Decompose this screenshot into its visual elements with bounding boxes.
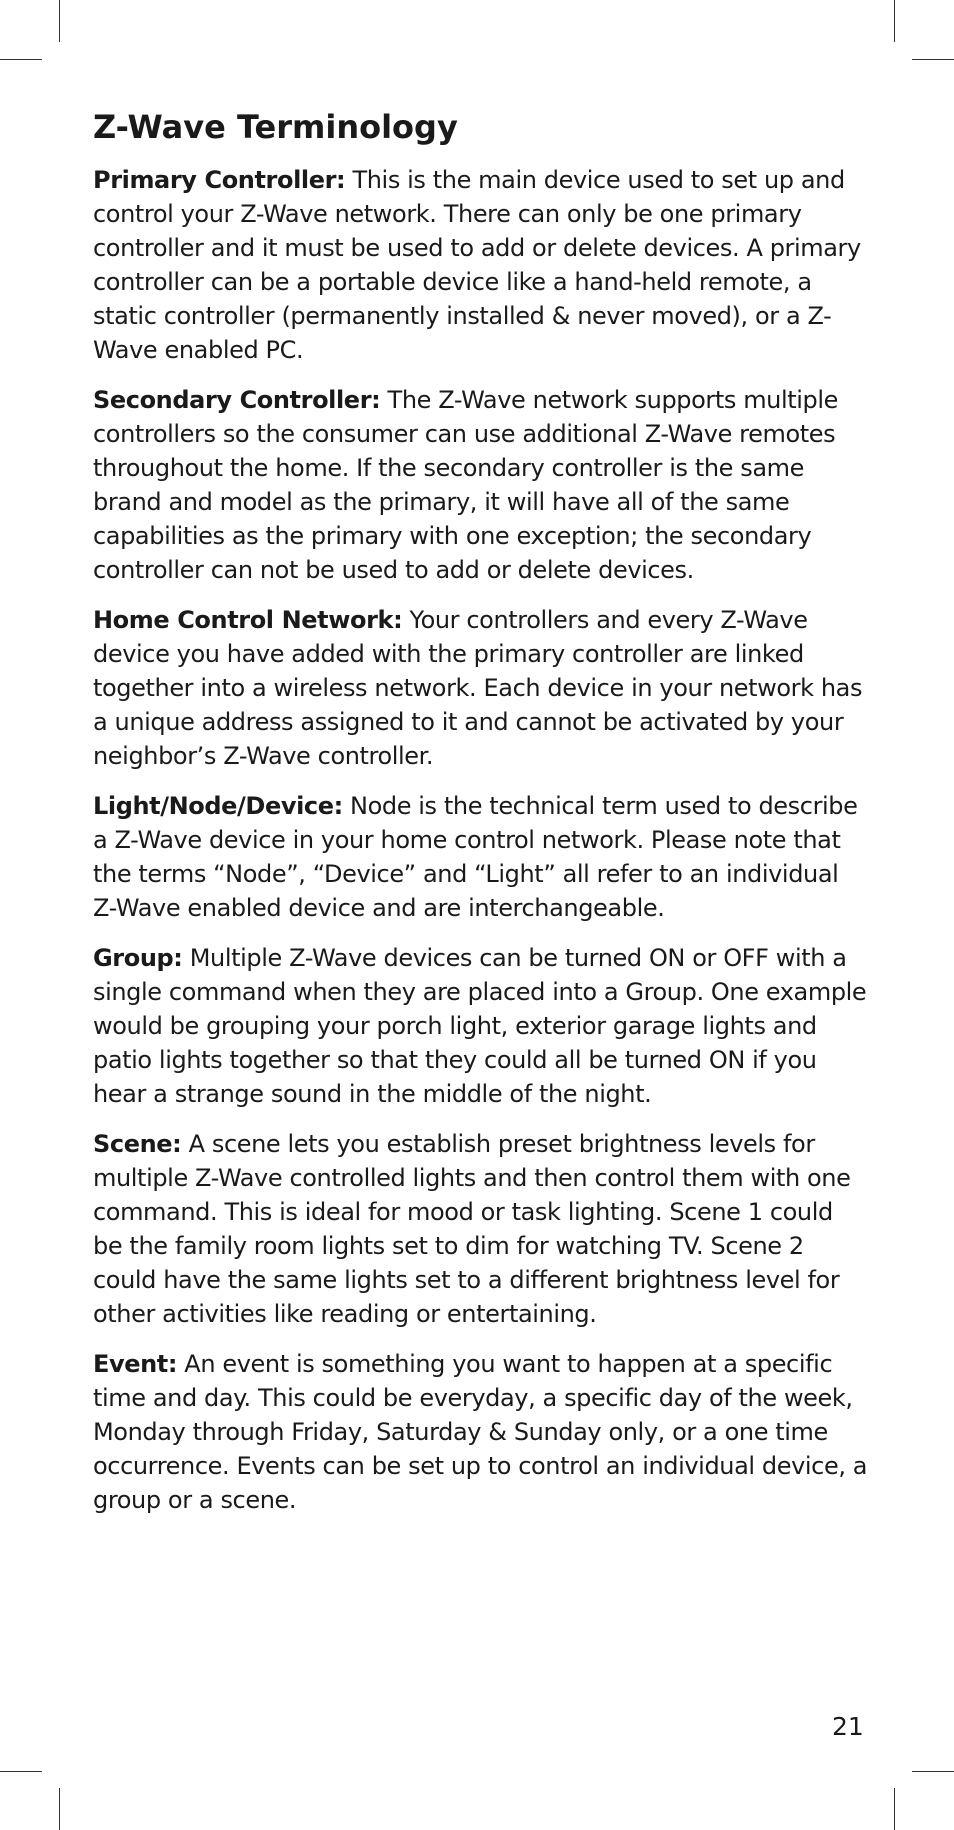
page-title: Z-Wave Terminology <box>93 108 458 146</box>
term-group <box>93 941 868 1111</box>
term-label: Event: <box>93 1350 178 1378</box>
term-light-node-device <box>93 789 868 925</box>
term-definition: Node is the technical term used to describe a Z-Wave device in your home control network. Please note that the terms “Node”, “Device” and “Light” all refer to an individual Z-Wave enabled device and are interchangeable. <box>93 792 858 922</box>
crop-mark <box>0 59 42 60</box>
crop-mark <box>894 1788 895 1830</box>
term-definition: An event is something you want to happen at a specific time and day. This could be everyday, a specific day of the week, Monday through Friday, Saturday & Sunday only, or a one time occurrence. Events can be set up to control an individual device, a group or a scene. <box>93 1350 868 1514</box>
crop-mark <box>59 1788 60 1830</box>
crop-mark <box>912 59 954 60</box>
term-definition: The Z-Wave network supports multiple controllers so the consumer can use additional Z-Wave remotes throughout the home. If the secondary controller is the same brand and model as the primary, it will have all of the same capabilities as the primary with one exception; the secondary controller can not be used to add or delete devices. <box>93 386 839 584</box>
page-content <box>93 105 868 1533</box>
term-definition: This is the main device used to set up and control your Z-Wave network. There can only be one primary controller and it must be used to add or delete devices. A primary controller can be a portable device like a hand-held remote, a static controller (permanently installed & never moved), or a Z-Wave enabled PC. <box>93 166 861 364</box>
crop-mark <box>0 1771 42 1772</box>
term-label: Scene: <box>93 1130 182 1158</box>
term-label: Primary Controller: <box>93 166 346 194</box>
term-label: Light/Node/Device: <box>93 792 343 820</box>
term-definition: Your controllers and every Z-Wave device you have added with the primary controller are linked together into a wireless network. Each device in your network has a unique address assigned to it and cannot be activated by your neighbor’s Z-Wave controller. <box>93 606 863 770</box>
term-event <box>93 1347 868 1517</box>
crop-mark <box>894 0 895 42</box>
term-label: Secondary Controller: <box>93 386 381 414</box>
term-primary-controller <box>93 163 868 367</box>
term-definition: A scene lets you establish preset brightness levels for multiple Z-Wave controlled lights and then control them with one command. This is ideal for mood or task lighting. Scene 1 could be the family room lights set to dim for watching TV. Scene 2 could have the same lights set to a different brightness level for other activities like reading or entertaining. <box>93 1130 851 1328</box>
term-secondary-controller <box>93 383 868 587</box>
term-home-control-network <box>93 603 868 773</box>
term-definition: Multiple Z-Wave devices can be turned ON or OFF with a single command when they are placed into a Group. One example would be grouping your porch light, exterior garage lights and patio lights together so that they could all be turned ON if you hear a strange sound in the middle of the night. <box>93 944 867 1108</box>
crop-mark <box>59 0 60 42</box>
term-label: Home Control Network: <box>93 606 403 634</box>
term-label: Group: <box>93 944 183 972</box>
term-scene <box>93 1127 868 1331</box>
page-number: 21 <box>832 1712 864 1741</box>
crop-mark <box>912 1771 954 1772</box>
